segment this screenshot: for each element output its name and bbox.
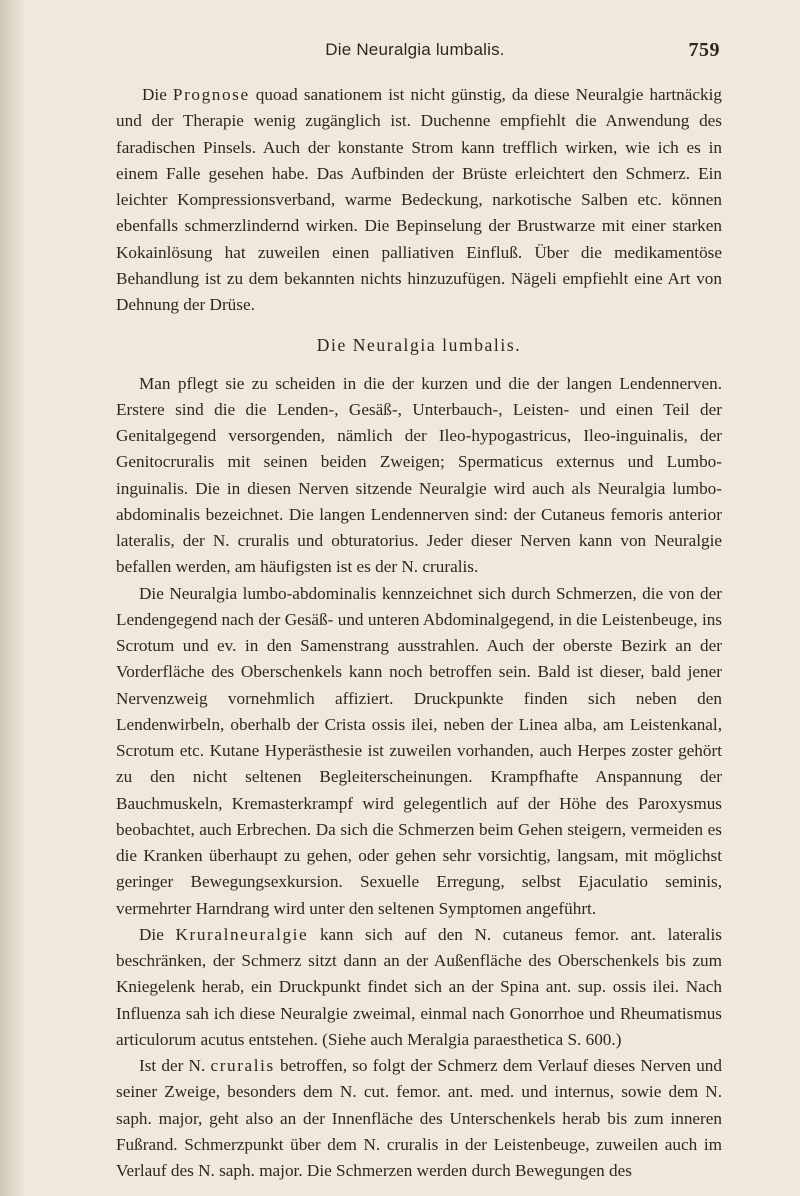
paragraph-lumbo-abdominalis: Die Neuralgia lumbo-abdominalis kennzeichnet sich durch Schmerzen, die von der Lendengegend nach der Gesäß- und unteren Abdominalgegend, in die Leistenbeuge, ins Scrotum und ev. in den Samenstrang ausstrahlen. Auch der oberste Bezirk an der Vorderfläche des Oberschenkels kann noch betroffen sein. Bald ist dieser, bald jener Nervenzweig vornehmlich affiziert. Druckpunkte finden sich neben den Lendenwirbeln, oberhalb der Crista ossis ilei, neben der Linea alba, am Leistenkanal, Scrotum etc. Kutane Hyperästhesie ist zuweilen vorhanden, auch Herpes zoster gehört zu den nicht seltenen Begleiterscheinungen. Krampfhafte Anspannung der Bauchmuskeln, Kremasterkrampf wird gelegentlich auf der Höhe des Paroxysmus beobachtet, auch Erbrechen. Da sich die Schmerzen beim Gehen steigern, vermeiden es die Kranken überhaupt zu gehen, oder gehen sehr vorsichtig, langsam, mit möglichst geringer Bewegungsexkursion. Sexuelle Erregung, selbst Ejaculatio seminis, vermehrter Harndrang wird unter den seltenen Symptomen angeführt.: [116, 583, 722, 918]
page-edge-shadow: [0, 0, 26, 1196]
paragraph-cruralis: [116, 1053, 722, 1184]
running-title: Die Neuralgia lumbalis.: [325, 40, 505, 59]
paragraph-lead: Ist der N.: [139, 1056, 211, 1075]
paragraph-kruralneuralgie: [116, 922, 722, 1053]
paragraph-text: quoad sanationem ist nicht günstig, da diese Neuralgie hartnäckig und der Therapie wenig zugänglich ist. Duchenne empfiehlt die Anwendung des faradischen Pinsels. Auch der konstante Strom kann trefflich wirken, wie ich es in einem Falle gesehen habe. Das Aufbinden der Brüste erleichtert den Schmerz. Ein leichter Kompressionsverband, warme Bedeckung, narkotische Salben etc. können ebenfalls schmerzlindernd wirken. Die Bepinselung der Brustwarze mit einer starken Kokainlösung hat zuweilen einen palliativen Einfluß. Über die medikamentöse Behandlung ist zu dem bekannten nichts hinzuzufügen. Nägeli empfiehlt eine Art von Dehnung der Drüse.: [116, 85, 722, 314]
section-heading: Die Neuralgia lumbalis.: [316, 335, 522, 356]
page-body: [116, 82, 722, 1184]
page-number: 759: [688, 39, 720, 61]
page-header: [110, 40, 720, 68]
spaced-term: Prognose: [172, 85, 250, 104]
paragraph-prognose: [116, 82, 722, 318]
paragraph-lead: Die: [139, 924, 176, 944]
spaced-term: Kruralneuralgie: [175, 924, 309, 944]
paragraph-lead: Die: [142, 85, 173, 104]
paragraph-text: betroffen, so folgt der Schmerz dem Verlauf dieses Nerven und seiner Zweige, besonders dem N. cut. femor. ant. med. und internus, sowie dem N. saph. major, geht also an der Innenfläche des Unterschenkels herab bis zum inneren Fußrand. Schmerzpunkt über dem N. cruralis in der Leistenbeuge, zuweilen auch im Verlauf des N. saph. major. Die Schmerzen werden durch Bewegungen des: [116, 1056, 722, 1180]
paragraph-text: kann sich auf den N. cutaneus femor. ant. lateralis beschränken, der Schmerz sitzt dann an der Außenfläche des Oberschenkels bis zum Kniegelenk herab, ein Druckpunkt findet sich an der Spina ant. sup. ossis ilei. Nach Influenza sah ich diese Neuralgie zweimal, einmal nach Gonorrhoe und Rheumatismus articulorum acutus entstehen. (Siehe auch Meralgia paraesthetica S. 600.): [116, 924, 722, 1049]
paragraph-lendennerven: Man pflegt sie zu scheiden in die der kurzen und die der langen Lendennerven. Erstere sind die die Lenden-, Gesäß-, Unterbauch-, Leisten- und einen Teil der Genitalgegend versorgenden, nämlich der Ileo-hypogastricus, Ileo-inguinalis, der Genitocruralis mit seinen beiden Zweigen; Spermaticus externus und Lumbo-inguinalis. Die in diesen Nerven sitzende Neuralgie wird auch als Neuralgia lumbo-abdominalis bezeichnet. Die langen Lendennerven sind: der Cutaneus femoris anterior lateralis, der N. cruralis und obturatorius. Jeder dieser Nerven kann von Neuralgie befallen werden, am häufigsten ist es der N. cruralis.: [116, 373, 722, 577]
spaced-term: cruralis: [210, 1056, 275, 1075]
